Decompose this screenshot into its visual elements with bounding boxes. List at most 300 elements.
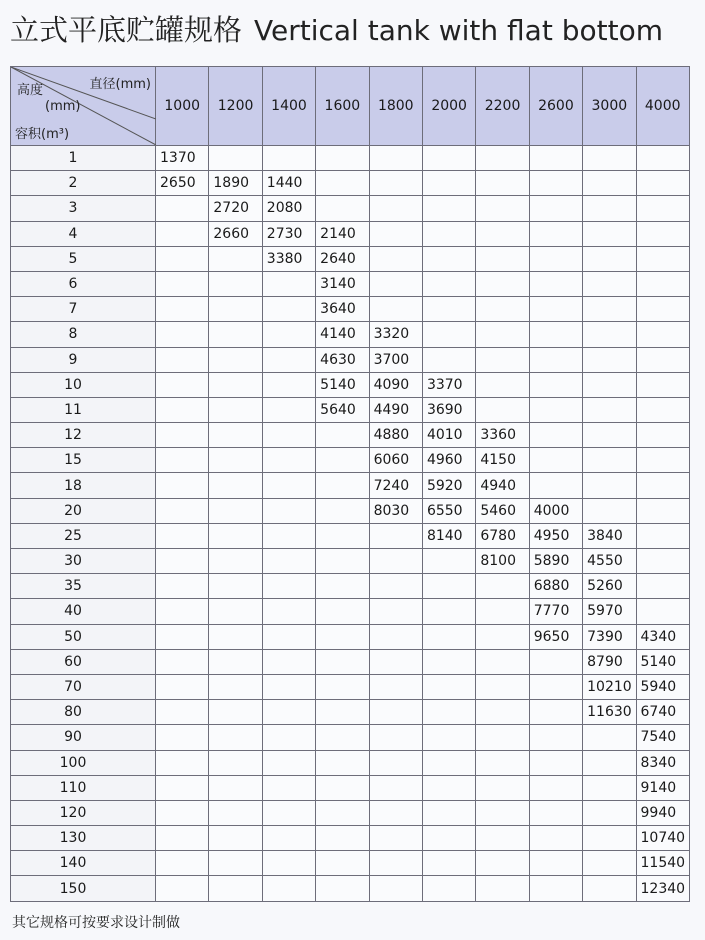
height-cell (422, 674, 475, 699)
height-unit: (mm) (45, 99, 81, 114)
height-cell (529, 725, 582, 750)
height-cell (369, 271, 422, 296)
height-cell (316, 599, 369, 624)
volume-cell: 70 (11, 674, 156, 699)
header-row (11, 67, 690, 146)
table-row (11, 473, 690, 498)
height-cell (369, 549, 422, 574)
height-cell (529, 171, 582, 196)
volume-cell: 4 (11, 221, 156, 246)
height-cell (636, 297, 689, 322)
height-cell (209, 473, 262, 498)
height-cell: 8030 (369, 498, 422, 523)
volume-cell: 30 (11, 549, 156, 574)
table-row (11, 549, 690, 574)
table-row (11, 246, 690, 271)
height-cell: 4090 (369, 372, 422, 397)
height-cell (529, 448, 582, 473)
corner-header (11, 67, 156, 146)
table-row (11, 423, 690, 448)
height-cell (316, 196, 369, 221)
height-cell (422, 322, 475, 347)
height-cell (156, 624, 209, 649)
height-cell: 2640 (316, 246, 369, 271)
volume-cell: 11 (11, 397, 156, 422)
height-cell: 4950 (529, 523, 582, 548)
volume-cell: 100 (11, 750, 156, 775)
height-cell: 3140 (316, 271, 369, 296)
height-cell (369, 146, 422, 171)
height-cell (209, 775, 262, 800)
height-cell (583, 347, 636, 372)
height-cell: 7390 (583, 624, 636, 649)
height-cell (262, 700, 315, 725)
height-cell (529, 347, 582, 372)
volume-label: 容积(m³) (15, 127, 70, 142)
diameter-header-1200: 1200 (209, 67, 262, 146)
height-cell (529, 146, 582, 171)
height-cell (316, 775, 369, 800)
height-cell (316, 549, 369, 574)
height-cell (529, 700, 582, 725)
table-row (11, 523, 690, 548)
height-cell (636, 473, 689, 498)
height-cell (156, 347, 209, 372)
height-cell (369, 649, 422, 674)
volume-cell: 40 (11, 599, 156, 624)
diameter-header-4000: 4000 (636, 67, 689, 146)
height-cell (529, 826, 582, 851)
title-english: Vertical tank with flat bottom (254, 14, 663, 47)
height-cell (636, 423, 689, 448)
height-cell (476, 271, 529, 296)
height-cell (476, 649, 529, 674)
height-cell: 6060 (369, 448, 422, 473)
height-cell: 4960 (422, 448, 475, 473)
height-cell (636, 347, 689, 372)
height-cell (529, 674, 582, 699)
height-cell (262, 372, 315, 397)
height-cell (422, 700, 475, 725)
footnote: 其它规格可按要求设计制做 (12, 915, 180, 931)
table-row (11, 775, 690, 800)
height-cell (156, 775, 209, 800)
height-cell (583, 775, 636, 800)
volume-cell: 15 (11, 448, 156, 473)
height-cell (476, 725, 529, 750)
height-cell (583, 297, 636, 322)
volume-cell: 50 (11, 624, 156, 649)
height-cell (316, 423, 369, 448)
height-cell (422, 750, 475, 775)
height-cell: 12340 (636, 876, 689, 901)
height-cell: 4340 (636, 624, 689, 649)
height-cell (529, 246, 582, 271)
height-cell (209, 146, 262, 171)
diameter-header-1600: 1600 (316, 67, 369, 146)
height-cell (209, 649, 262, 674)
height-cell (156, 322, 209, 347)
height-cell (583, 448, 636, 473)
diameter-header-2600: 2600 (529, 67, 582, 146)
height-cell: 5260 (583, 574, 636, 599)
height-cell (583, 397, 636, 422)
height-cell (156, 246, 209, 271)
height-cell (583, 826, 636, 851)
height-cell: 5970 (583, 599, 636, 624)
height-cell (636, 246, 689, 271)
table-row (11, 297, 690, 322)
height-cell (156, 826, 209, 851)
height-cell (422, 649, 475, 674)
height-cell (476, 322, 529, 347)
height-cell (262, 674, 315, 699)
diameter-header-3000: 3000 (583, 67, 636, 146)
title-chinese: 立式平底贮罐规格 (10, 13, 243, 47)
height-cell (156, 649, 209, 674)
height-cell (156, 372, 209, 397)
height-cell (209, 246, 262, 271)
height-cell (583, 876, 636, 901)
height-cell: 4140 (316, 322, 369, 347)
height-cell (209, 549, 262, 574)
height-cell (262, 498, 315, 523)
height-cell (262, 297, 315, 322)
height-cell (156, 397, 209, 422)
table-row (11, 574, 690, 599)
height-cell: 9940 (636, 800, 689, 825)
volume-cell: 90 (11, 725, 156, 750)
height-cell (476, 826, 529, 851)
height-cell (262, 322, 315, 347)
height-cell (583, 750, 636, 775)
height-cell: 5640 (316, 397, 369, 422)
height-cell (422, 826, 475, 851)
height-cell (636, 397, 689, 422)
height-cell (209, 297, 262, 322)
height-cell: 4940 (476, 473, 529, 498)
height-cell (369, 750, 422, 775)
height-cell (369, 800, 422, 825)
height-cell: 9140 (636, 775, 689, 800)
height-cell (209, 800, 262, 825)
height-cell (476, 146, 529, 171)
table-row (11, 146, 690, 171)
height-cell (262, 423, 315, 448)
volume-cell: 150 (11, 876, 156, 901)
height-cell (369, 523, 422, 548)
height-cell (262, 649, 315, 674)
diameter-header-1000: 1000 (156, 67, 209, 146)
height-cell: 7240 (369, 473, 422, 498)
height-cell (156, 448, 209, 473)
height-cell (422, 171, 475, 196)
height-cell (209, 523, 262, 548)
height-cell: 4490 (369, 397, 422, 422)
height-cell (369, 599, 422, 624)
height-cell (636, 549, 689, 574)
height-cell (209, 700, 262, 725)
height-cell (476, 372, 529, 397)
height-cell: 7540 (636, 725, 689, 750)
height-cell (316, 851, 369, 876)
height-cell: 5140 (316, 372, 369, 397)
height-cell (156, 523, 209, 548)
height-cell (636, 448, 689, 473)
height-cell (316, 624, 369, 649)
height-cell (636, 498, 689, 523)
height-cell (262, 624, 315, 649)
height-cell (209, 674, 262, 699)
height-cell: 3700 (369, 347, 422, 372)
height-cell (369, 674, 422, 699)
height-cell (583, 473, 636, 498)
height-cell: 4010 (422, 423, 475, 448)
height-cell: 4550 (583, 549, 636, 574)
height-cell (369, 775, 422, 800)
height-cell (262, 800, 315, 825)
height-cell (262, 448, 315, 473)
height-cell (316, 171, 369, 196)
height-cell: 2730 (262, 221, 315, 246)
height-cell: 2660 (209, 221, 262, 246)
height-cell: 10210 (583, 674, 636, 699)
height-cell (262, 549, 315, 574)
table-row (11, 725, 690, 750)
table-row (11, 700, 690, 725)
diameter-header-2000: 2000 (422, 67, 475, 146)
diameter-header-1800: 1800 (369, 67, 422, 146)
height-cell (262, 397, 315, 422)
height-cell (316, 498, 369, 523)
table-row (11, 271, 690, 296)
height-cell: 5940 (636, 674, 689, 699)
height-cell (636, 221, 689, 246)
table-row (11, 372, 690, 397)
height-cell (583, 171, 636, 196)
height-cell (422, 196, 475, 221)
height-cell (476, 297, 529, 322)
height-cell (583, 196, 636, 221)
height-cell: 3690 (422, 397, 475, 422)
height-cell (422, 549, 475, 574)
height-cell (636, 271, 689, 296)
volume-cell: 110 (11, 775, 156, 800)
height-cell (583, 423, 636, 448)
height-cell (262, 725, 315, 750)
height-cell: 5460 (476, 498, 529, 523)
height-cell (636, 574, 689, 599)
table-row (11, 624, 690, 649)
height-cell: 8100 (476, 549, 529, 574)
volume-cell: 3 (11, 196, 156, 221)
height-cell: 10740 (636, 826, 689, 851)
height-cell (529, 397, 582, 422)
height-cell (583, 322, 636, 347)
height-cell (529, 423, 582, 448)
height-cell (262, 473, 315, 498)
table-row (11, 347, 690, 372)
height-cell (209, 750, 262, 775)
table-row (11, 448, 690, 473)
height-cell: 3360 (476, 423, 529, 448)
table-row (11, 171, 690, 196)
height-cell (262, 146, 315, 171)
height-cell (422, 599, 475, 624)
height-cell (156, 221, 209, 246)
volume-cell: 1 (11, 146, 156, 171)
height-label: 高度 (17, 83, 44, 98)
height-cell (529, 851, 582, 876)
diameter-header-2200: 2200 (476, 67, 529, 146)
volume-cell: 9 (11, 347, 156, 372)
height-cell (209, 851, 262, 876)
height-cell (316, 876, 369, 901)
page-title (10, 10, 700, 50)
height-cell (262, 851, 315, 876)
height-cell (476, 775, 529, 800)
height-cell: 3640 (316, 297, 369, 322)
height-cell (262, 876, 315, 901)
height-cell (156, 297, 209, 322)
height-cell (209, 876, 262, 901)
height-cell (583, 800, 636, 825)
height-cell (476, 876, 529, 901)
height-cell (476, 246, 529, 271)
height-cell (583, 725, 636, 750)
height-cell (316, 448, 369, 473)
height-cell (583, 851, 636, 876)
height-cell (209, 448, 262, 473)
height-cell (476, 347, 529, 372)
height-cell (476, 196, 529, 221)
height-cell: 6550 (422, 498, 475, 523)
height-cell (476, 674, 529, 699)
height-cell (422, 146, 475, 171)
height-cell: 3370 (422, 372, 475, 397)
height-cell: 2140 (316, 221, 369, 246)
height-cell: 4630 (316, 347, 369, 372)
height-cell (422, 271, 475, 296)
height-cell (583, 246, 636, 271)
height-cell (156, 599, 209, 624)
height-cell (529, 322, 582, 347)
height-cell (529, 473, 582, 498)
height-cell (422, 876, 475, 901)
height-cell (369, 826, 422, 851)
height-cell (209, 322, 262, 347)
height-cell (529, 271, 582, 296)
height-cell (316, 750, 369, 775)
height-cell (156, 750, 209, 775)
height-cell (369, 196, 422, 221)
height-cell (156, 800, 209, 825)
height-cell (262, 775, 315, 800)
volume-cell: 35 (11, 574, 156, 599)
table-row (11, 674, 690, 699)
height-cell (369, 574, 422, 599)
height-cell (636, 372, 689, 397)
table-row (11, 498, 690, 523)
height-cell (156, 196, 209, 221)
height-cell (422, 347, 475, 372)
diameter-label: 直径(mm) (89, 77, 151, 92)
height-cell (156, 851, 209, 876)
table-row (11, 649, 690, 674)
height-cell (422, 221, 475, 246)
height-cell (156, 674, 209, 699)
height-cell (476, 624, 529, 649)
height-cell (636, 322, 689, 347)
table-row (11, 851, 690, 876)
height-cell (529, 649, 582, 674)
volume-cell: 18 (11, 473, 156, 498)
height-cell (209, 826, 262, 851)
table-row (11, 397, 690, 422)
height-cell: 1890 (209, 171, 262, 196)
volume-cell: 140 (11, 851, 156, 876)
height-cell (583, 372, 636, 397)
height-cell: 2080 (262, 196, 315, 221)
diameter-header-1400: 1400 (262, 67, 315, 146)
height-cell (422, 775, 475, 800)
height-cell (316, 473, 369, 498)
height-cell (316, 700, 369, 725)
height-cell: 1440 (262, 171, 315, 196)
height-cell: 8140 (422, 523, 475, 548)
height-cell (476, 750, 529, 775)
height-cell (316, 649, 369, 674)
height-cell (583, 146, 636, 171)
height-cell (156, 574, 209, 599)
height-cell (476, 851, 529, 876)
table-row (11, 599, 690, 624)
volume-cell: 20 (11, 498, 156, 523)
height-cell (476, 800, 529, 825)
height-cell (209, 498, 262, 523)
height-cell (316, 674, 369, 699)
height-cell (422, 851, 475, 876)
height-cell (529, 297, 582, 322)
height-cell (209, 397, 262, 422)
height-cell (262, 750, 315, 775)
volume-cell: 6 (11, 271, 156, 296)
height-cell (262, 347, 315, 372)
table-row (11, 750, 690, 775)
height-cell (262, 574, 315, 599)
height-cell: 3320 (369, 322, 422, 347)
height-cell (369, 876, 422, 901)
table-row (11, 800, 690, 825)
height-cell (209, 725, 262, 750)
height-cell (636, 171, 689, 196)
height-cell: 4880 (369, 423, 422, 448)
height-cell (636, 523, 689, 548)
table-row (11, 876, 690, 901)
height-cell (262, 271, 315, 296)
table-row (11, 322, 690, 347)
volume-cell: 10 (11, 372, 156, 397)
height-cell (476, 599, 529, 624)
height-cell (422, 574, 475, 599)
height-cell (156, 473, 209, 498)
height-cell (636, 196, 689, 221)
table-row (11, 196, 690, 221)
height-cell (369, 700, 422, 725)
height-cell (156, 423, 209, 448)
height-cell: 11630 (583, 700, 636, 725)
height-cell: 8790 (583, 649, 636, 674)
